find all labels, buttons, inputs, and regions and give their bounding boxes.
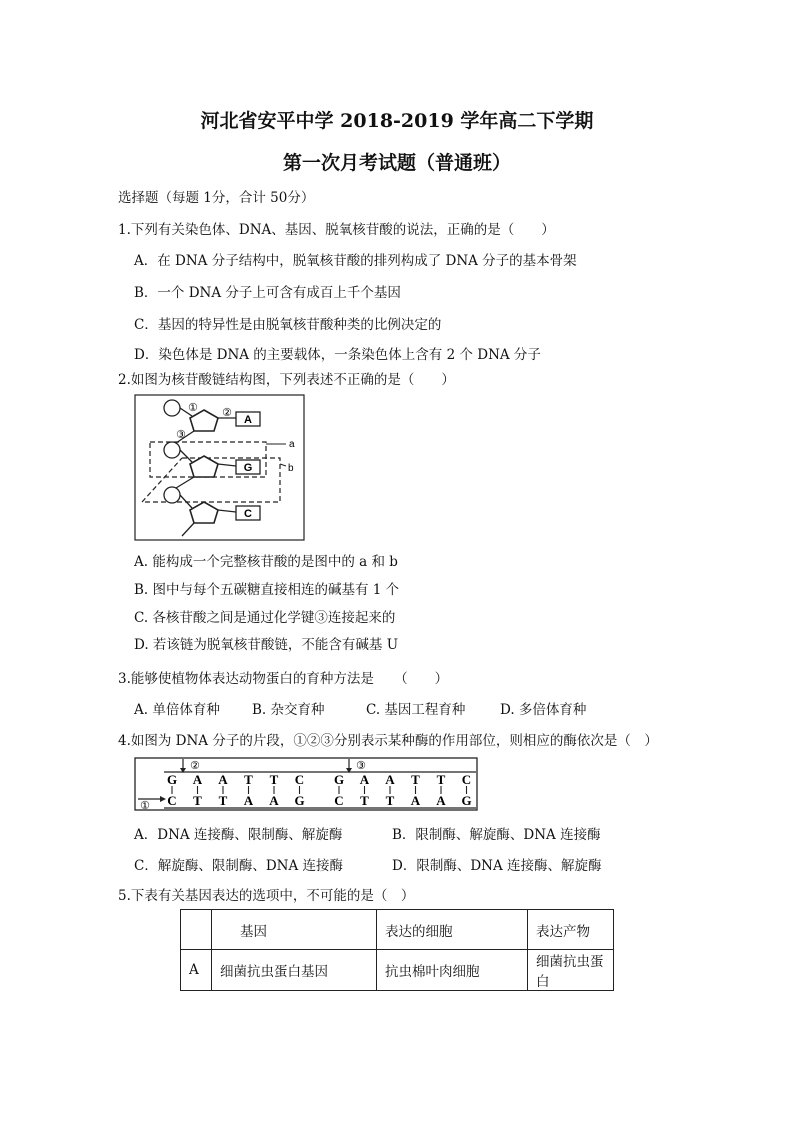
bottom-strand-base: T [385,793,395,808]
top-strand-base: C [294,772,305,787]
enzyme-marker-3: ③ [356,759,366,772]
nucleotide-chain-figure [134,394,306,542]
q4-option-d: D．限制酶、DNA 连接酶、解旋酶 [392,858,602,874]
q2-stem: 2.如图为核苷酸链结构图，下列表述不正确的是（ ） [118,372,455,388]
gene-expression-table [180,909,614,991]
q5-stem: 5.下表有关基因表达的选项中，不可能的是（ ） [118,888,415,904]
q3-option-b: B. 杂交育种 [252,702,325,718]
marker-2: ② [222,406,232,419]
q1-stem: 1.下列有关染色体、DNA、基因、脱氧核苷酸的说法，正确的是（ ） [118,222,555,238]
bottom-strand-base: A [269,793,279,808]
top-strand-base: T [436,772,446,787]
table-cell: 抗虫棉叶肉细胞 [377,950,528,991]
q2-option-d: D. 若该链为脱氧核苷酸链，不能含有碱基 U [134,637,399,653]
q3-option-a: A. 单倍体育种 [134,702,220,718]
q2-option-c: C. 各核苷酸之间是通过化学键③连接起来的 [134,610,396,626]
page-title-line2: 第一次月考试题（普通班） [282,152,511,174]
q3-stem: 3.能够使植物体表达动物蛋白的育种方法是 （ ） [118,671,449,687]
q1-option-a: A．在 DNA 分子结构中，脱氧核苷酸的排列构成了 DNA 分子的基本骨架 [134,253,577,269]
table-cell: 细菌抗虫蛋白 [528,950,614,991]
marker-1: ① [188,401,198,414]
bottom-strand-base: T [360,793,369,808]
enzyme-marker-2: ② [190,759,200,772]
q1-option-b: B．一个 DNA 分子上可含有成百上千个基因 [134,285,401,301]
table-cell: 细菌抗虫蛋白基因 [212,950,377,991]
table-row [181,950,614,991]
q1-option-c: C．基因的特异性是由脱氧核苷酸种类的比例决定的 [134,317,442,333]
q3-option-c: C. 基因工程育种 [366,702,466,718]
top-strand-base: A [359,772,370,787]
box-label-a: a [289,439,295,450]
table-header-cell: 表达的细胞 [377,910,528,950]
table-header-row [181,910,614,950]
top-strand-base: C [461,772,472,787]
box-label-b: b [288,463,294,474]
top-strand-base: A [192,772,203,787]
bottom-strand-base: G [461,793,472,808]
enzyme-marker-1: ① [140,799,150,812]
bottom-strand-base: C [167,793,177,808]
base-label-g: G [243,462,253,474]
top-strand-base: T [244,772,253,787]
q4-option-c: C．解旋酶、限制酶、DNA 连接酶 [134,858,344,874]
table-header-cell: 基因 [212,910,377,950]
page-title-line1: 河北省安平中学 2018-2019 学年高二下学期 [200,110,594,132]
q4-stem: 4.如图为 DNA 分子的片段，①②③分别表示某种酶的作用部位，则相应的酶依次是（ ） [118,733,658,749]
bottom-strand-base: A [410,793,421,808]
q2-option-a: A. 能构成一个完整核苷酸的是图中的 a 和 b [134,554,398,570]
q3-option-d: D. 多倍体育种 [500,702,587,718]
bottom-strand-base: A [243,793,254,808]
section-heading: 选择题（每题 1分，合计 50分） [118,190,315,206]
marker-3: ③ [176,428,186,441]
top-strand-base: A [385,772,395,787]
top-strand-base: G [166,772,178,787]
q4-option-b: B．限制酶、解旋酶、DNA 连接酶 [392,827,601,843]
bottom-strand-base: A [436,793,446,808]
table-header-cell: 表达产物 [528,910,614,950]
dna-fragment-figure [134,757,480,813]
base-label-c: C [244,508,252,520]
table-cell: A [181,950,212,991]
table-header-cell [181,910,212,950]
base-label-a: A [244,414,252,426]
bottom-strand-base: G [294,793,305,808]
q2-option-b: B. 图中与每个五碳糖直接相连的碱基有 1 个 [134,582,400,598]
top-strand-base: T [411,772,420,787]
bottom-strand-base: T [218,793,228,808]
bottom-strand-base: T [193,793,202,808]
q4-option-a: A．DNA 连接酶、限制酶、解旋酶 [134,827,343,843]
q1-option-d: D．染色体是 DNA 的主要载体，一条染色体上含有 2 个 DNA 分子 [134,347,541,363]
top-strand-base: G [333,772,345,787]
bottom-strand-base: C [334,793,344,808]
top-strand-base: A [218,772,228,787]
base-pair-group [167,772,472,808]
top-strand-base: T [269,772,279,787]
